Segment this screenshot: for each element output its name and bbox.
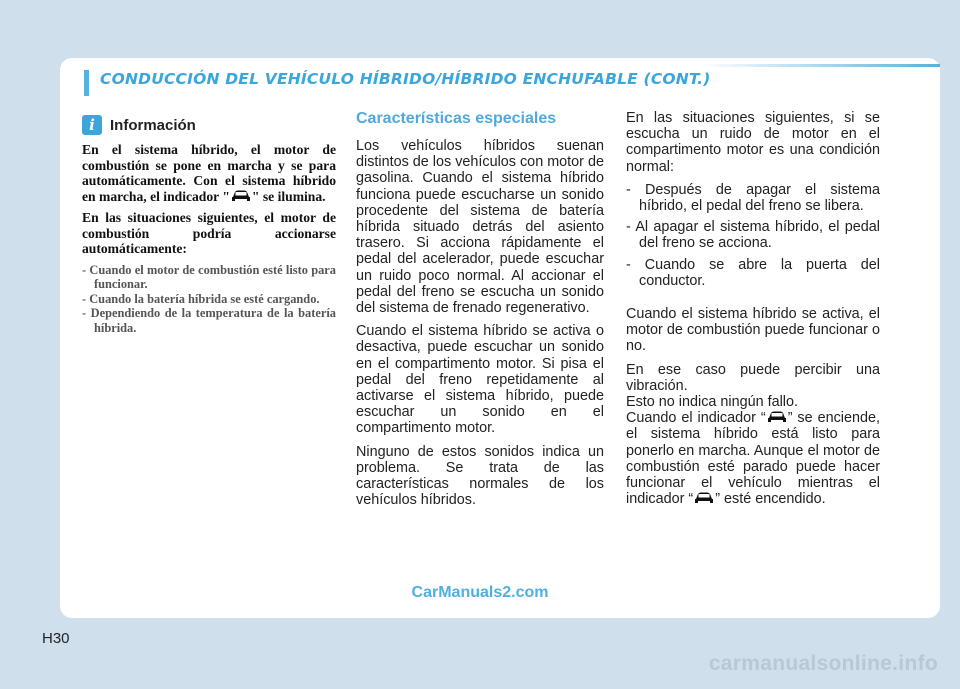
situations-paragraph-1: En las situaciones siguientes, si se escucha un ruido de motor en el compartimento motor es una condición normal: bbox=[626, 110, 880, 175]
header-accent-bar bbox=[84, 70, 89, 96]
info-icon: i bbox=[82, 115, 102, 135]
special-paragraph-1: Los vehículos híbridos suenan distintos de los vehículos con motor de gasolina. Cuando el sistema híbrido funciona puede escucharse un sonido procedente del sistema de batería híbrida situado detrás del asiento trasero. Si acciona rápidamente el pedal del acelerador, puede escuchar un ruido poco normal. Al accionar el pedal del freno se escucha un sonido del sistema de frenado regenerativo. bbox=[356, 138, 604, 317]
info-paragraph-1: En el sistema híbrido, el motor de combustión se pone en marcha y se para automáticamente. Con el sistema híbrido en marcha, el indicador " " se ilumina. bbox=[82, 142, 336, 204]
situations-item: - Cuando se abre la puerta del conductor. bbox=[626, 256, 880, 289]
info-heading bbox=[82, 112, 336, 138]
info-body bbox=[82, 142, 336, 335]
car-ready-icon bbox=[766, 410, 788, 424]
situations-column bbox=[626, 110, 880, 514]
situations-paragraph-5: Cuando el indicador “ ” se enciende, el sistema híbrido está listo para ponerlo en marcha. Aunque el motor de combustión esté parado puede hacer funcionar el vehículo mientras el indicador “ ” esté encendido. bbox=[626, 410, 881, 508]
info-paragraph-2: En las situaciones siguientes, el motor de combustión podría accionarse automáticamente: bbox=[82, 210, 336, 256]
page-number: H30 bbox=[42, 630, 70, 647]
info-item: - Cuando el motor de combustión esté listo para funcionar. bbox=[82, 262, 336, 291]
section-title: CONDUCCIÓN DEL VEHÍCULO HÍBRIDO/HÍBRIDO ENCHUFABLE (CONT.) bbox=[100, 70, 711, 88]
info-item: - Cuando la batería híbrida se esté cargando. bbox=[82, 291, 320, 306]
car-ready-icon bbox=[230, 189, 252, 203]
special-paragraph-3: Ninguno de estos sonidos indica un problema. Se trata de las características normales de los vehículos híbridos. bbox=[356, 443, 604, 509]
special-column bbox=[356, 110, 604, 515]
car-ready-icon bbox=[693, 491, 715, 505]
situations-body bbox=[626, 110, 880, 507]
footer-watermark: carmanualsonline.info bbox=[708, 652, 938, 675]
situations-paragraph-4: Esto no indica ningún fallo. bbox=[626, 394, 799, 411]
header-rule bbox=[700, 64, 940, 67]
special-body bbox=[356, 138, 604, 508]
watermark-link[interactable]: CarManuals2.com bbox=[411, 584, 549, 601]
info-title: Información bbox=[110, 116, 196, 134]
situations-item: - Después de apagar el sistema híbrido, el pedal del freno se libera. bbox=[626, 181, 880, 215]
situations-paragraph-3: En ese caso puede percibir una vibración. bbox=[626, 361, 880, 394]
special-paragraph-2: Cuando el sistema híbrido se activa o desactiva, puede escuchar un sonido en el compartimento motor. Si pisa el pedal del freno repetidamente al activarse el sistema híbrido, puede escuchar un sonido en el compartimento motor. bbox=[356, 323, 604, 437]
situations-paragraph-2: Cuando el sistema híbrido se activa, el motor de combustión puede funcionar o no. bbox=[626, 306, 880, 355]
info-item: - Dependiendo de la temperatura de la batería híbrida. bbox=[82, 306, 336, 335]
situations-item: - Al apagar el sistema híbrido, el pedal del freno se acciona. bbox=[626, 219, 880, 252]
special-title: Características especiales bbox=[356, 110, 557, 127]
info-column bbox=[82, 112, 336, 335]
